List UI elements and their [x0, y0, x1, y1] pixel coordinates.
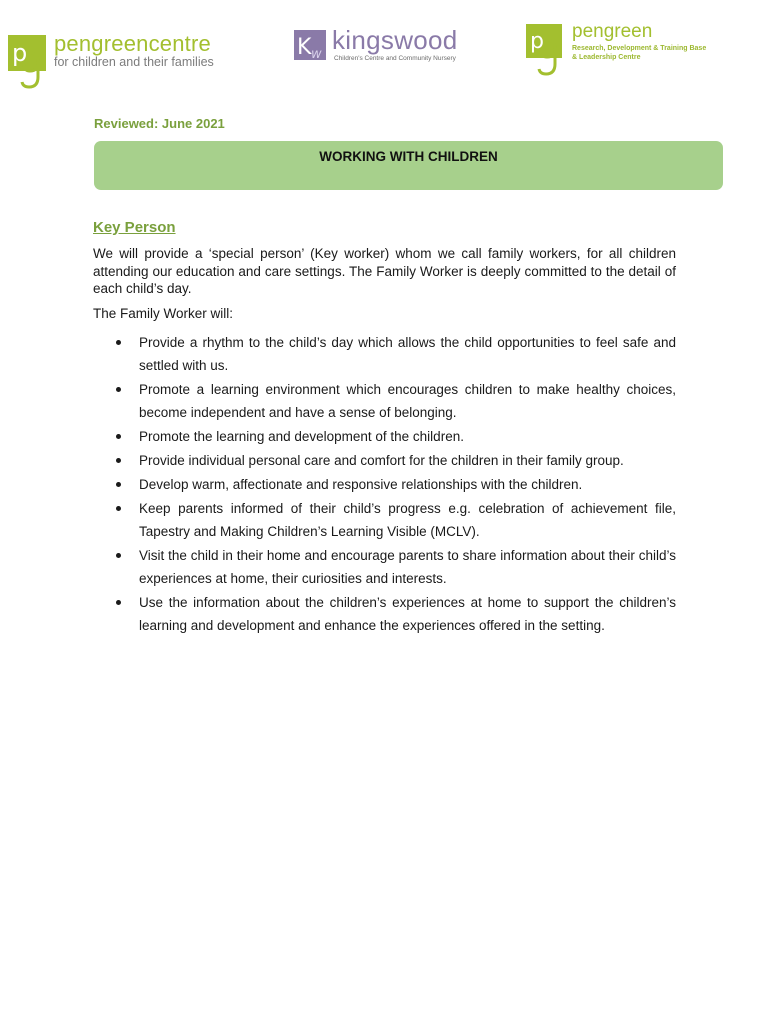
- bullet-icon: [116, 458, 121, 463]
- list-item-text: Provide individual personal care and comfort for the children in their family group.: [139, 453, 624, 468]
- list-item-text: Visit the child in their home and encourage parents to share information about their child’s experiences at home, their curiosities and interests.: [139, 548, 676, 586]
- bullet-icon: [116, 553, 121, 558]
- kingswood-logo: [294, 25, 474, 68]
- list-item: [139, 331, 676, 377]
- pengreen-research-logo: [526, 22, 716, 82]
- list-item: [139, 425, 676, 448]
- bullet-icon: [116, 506, 121, 511]
- pengreen-research-tagline: Research, Development & Training Base & Leadership Centre: [572, 45, 707, 61]
- list-item: [139, 473, 676, 496]
- family-worker-duties-list: [139, 331, 676, 638]
- page-title: WORKING WITH CHILDREN: [319, 149, 498, 164]
- list-item: [139, 497, 676, 543]
- list-item-text: Use the information about the children’s experiences at home to support the children’s learning and development and enhance the experiences offered in the setting.: [139, 595, 676, 633]
- bullet-icon: [116, 387, 121, 392]
- list-item: [139, 449, 676, 472]
- kingswood-tagline: Children's Centre and Community Nursery: [334, 55, 456, 62]
- svg-text:p: p: [530, 29, 544, 54]
- svg-text:p: p: [12, 39, 28, 67]
- list-lead-text: The Family Worker will:: [93, 306, 234, 321]
- list-item: [139, 591, 676, 637]
- svg-text:K: K: [297, 35, 312, 60]
- pengreen-centre-wordmark: pengreencentre: [54, 31, 211, 56]
- list-item-text: Promote the learning and development of the children.: [139, 429, 464, 444]
- list-item-text: Keep parents informed of their child’s progress e.g. celebration of achievement file, Tapestry and Making Children’s Learning Visible (MCLV).: [139, 501, 676, 539]
- intro-paragraph: We will provide a ‘special person’ (Key worker) whom we call family workers, for all children attending our education and care settings. The Family Worker is deeply committed to the detail of each child’s day.: [93, 246, 676, 296]
- pengreen-centre-logo: [8, 33, 248, 93]
- bullet-icon: [116, 340, 121, 345]
- list-item: [139, 378, 676, 424]
- pengreen-centre-tagline: for children and their families: [54, 55, 214, 69]
- kw-monogram-icon: [294, 28, 328, 62]
- list-item-text: Promote a learning environment which encourages children to make healthy choices, become independent and have a sense of belonging.: [139, 382, 676, 420]
- bullet-icon: [116, 600, 121, 605]
- svg-text:w: w: [311, 47, 322, 62]
- bullet-icon: [116, 482, 121, 487]
- title-banner: [94, 141, 723, 190]
- list-item-text: Develop warm, affectionate and responsive relationships with the children.: [139, 477, 583, 492]
- pengreen-research-wordmark: pengreen: [572, 21, 653, 42]
- kingswood-wordmark: kingswood: [332, 25, 458, 55]
- pg-monogram-icon: [8, 33, 48, 91]
- list-item-text: Provide a rhythm to the child’s day which allows the child opportunities to feel safe and settled with us.: [139, 335, 676, 373]
- bullet-icon: [116, 434, 121, 439]
- list-item: [139, 544, 676, 590]
- pg-monogram-icon: [526, 22, 566, 80]
- reviewed-date: Reviewed: June 2021: [94, 116, 225, 131]
- section-heading-key-person: Key Person: [93, 219, 176, 236]
